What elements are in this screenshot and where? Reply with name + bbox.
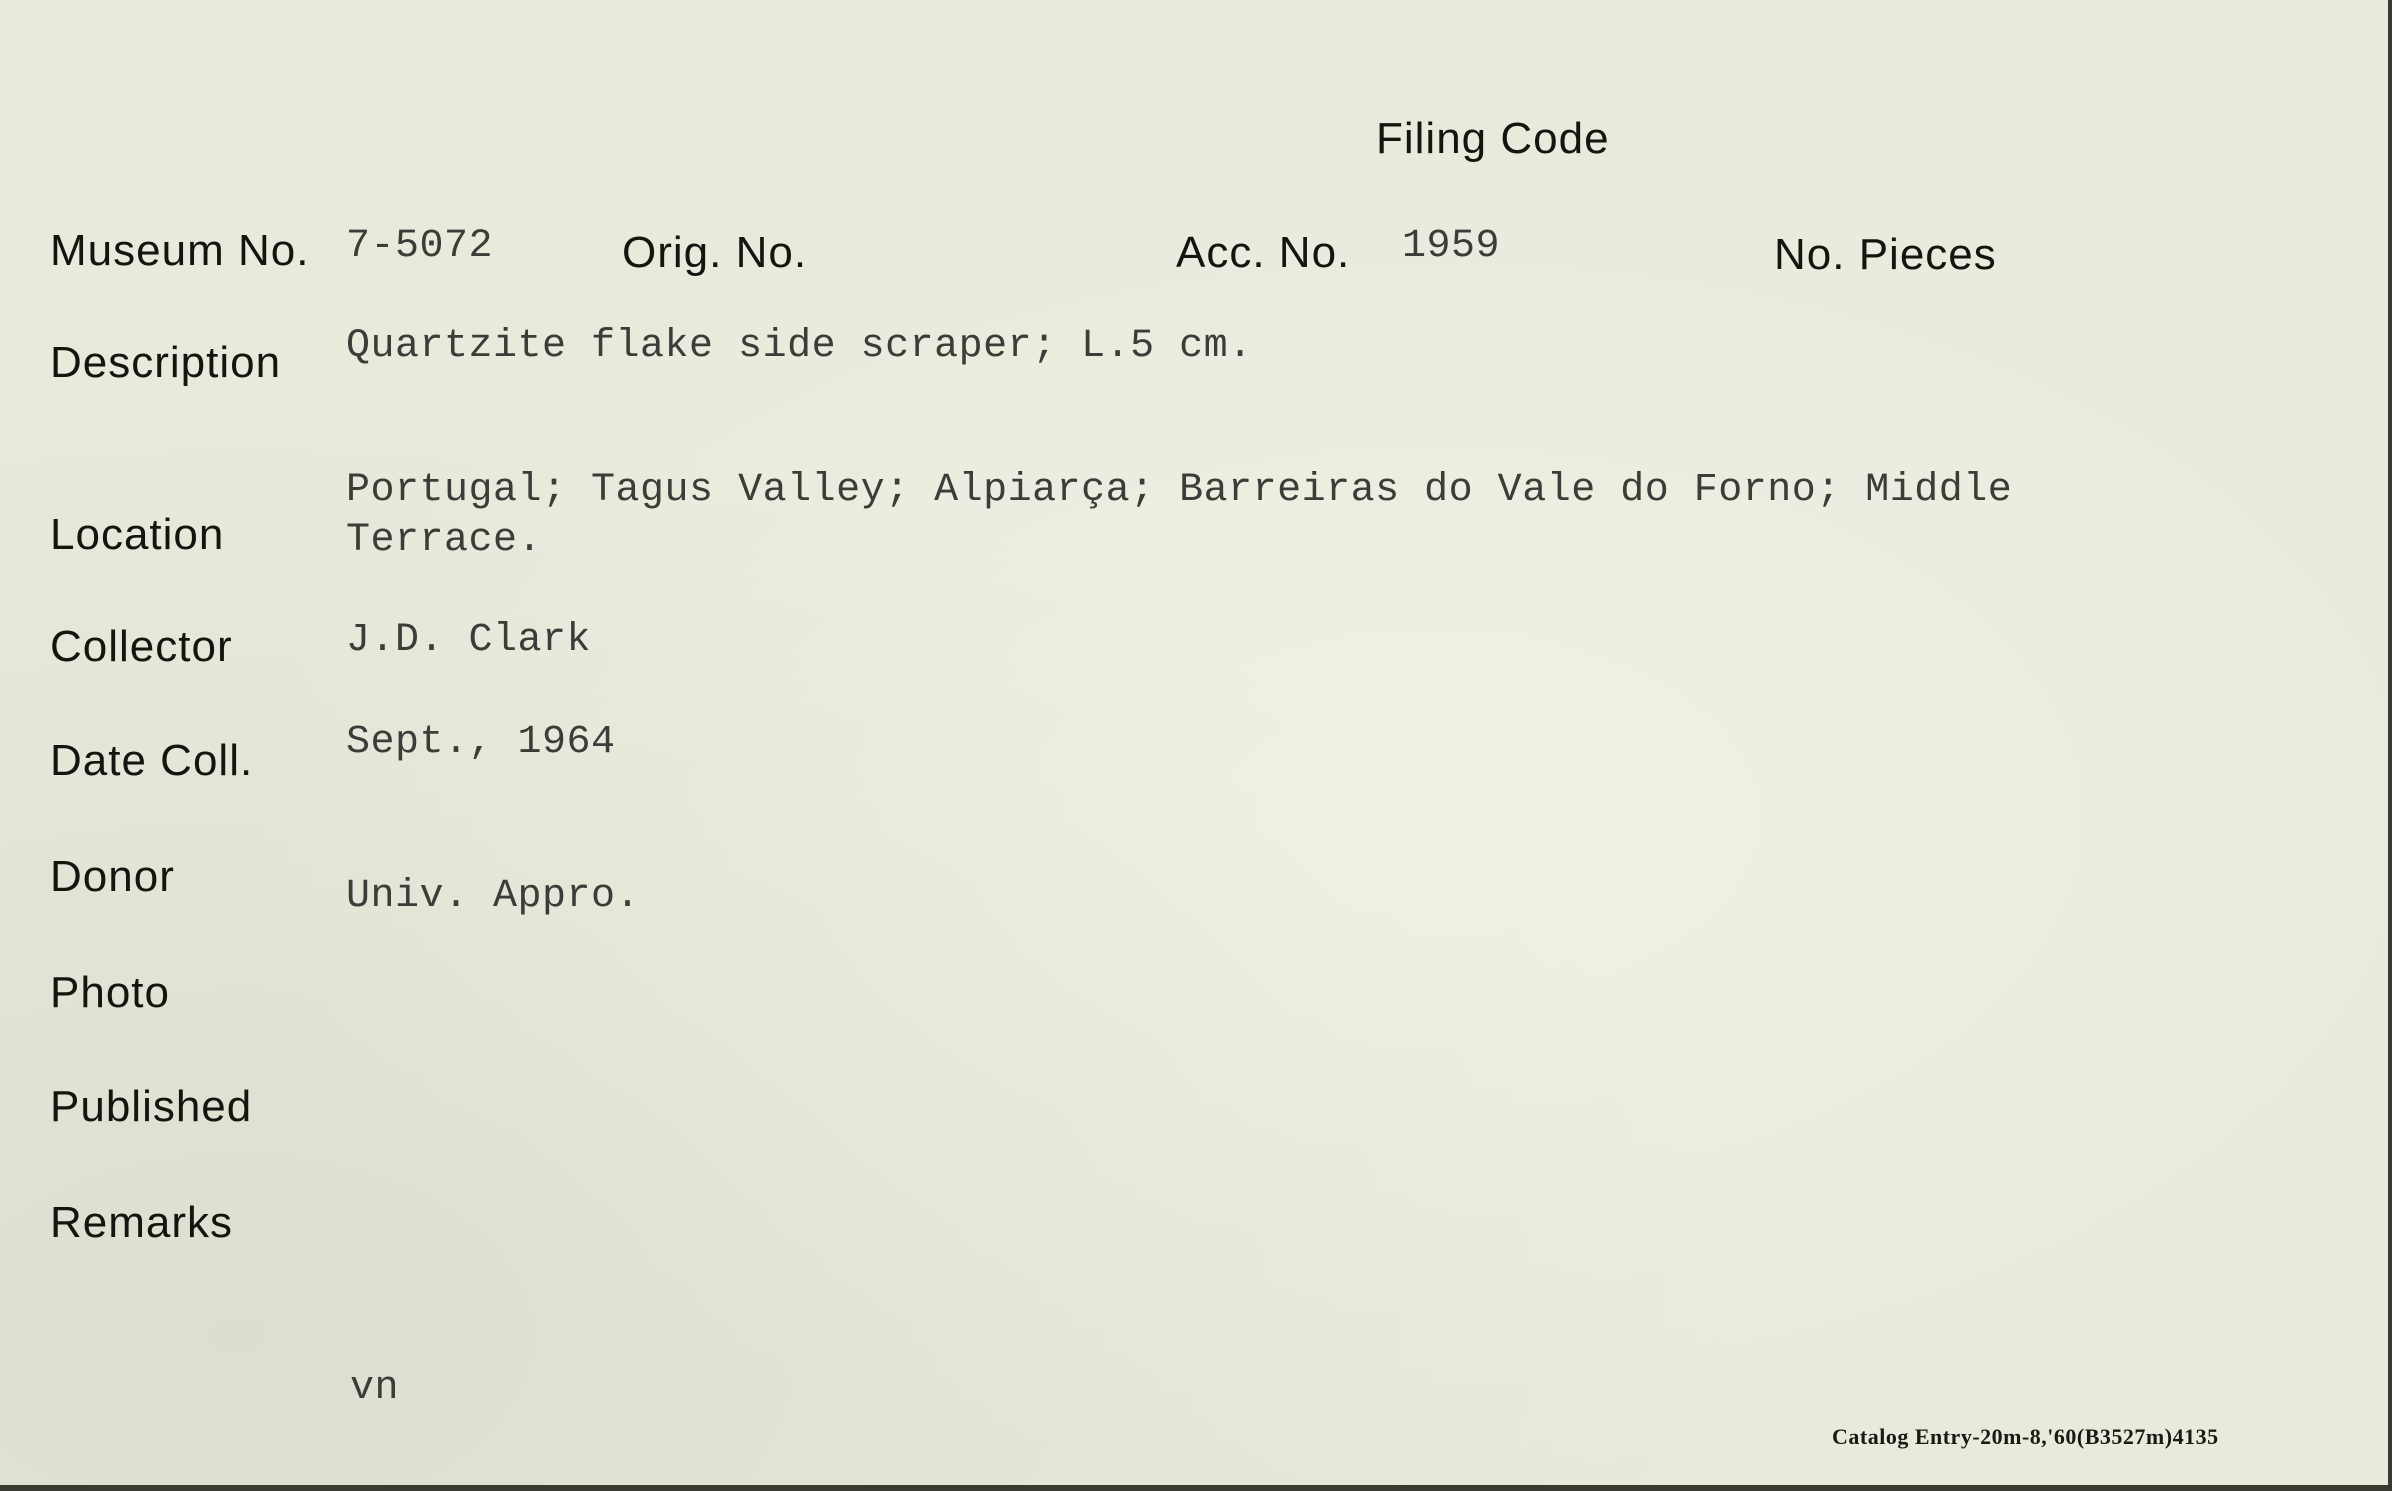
location-value-line1: Portugal; Tagus Valley; Alpiarça; Barreiras do Vale do Forno; Middle — [346, 468, 2013, 513]
collector-value: J.D. Clark — [346, 618, 592, 663]
donor-label: Donor — [50, 852, 175, 901]
no-pieces-label: No. Pieces — [1774, 230, 1997, 279]
location-label: Location — [50, 510, 225, 559]
footer-imprint: Catalog Entry-20m-8,'60(B3527m)4135 — [1832, 1424, 2219, 1449]
location-value-line2: Terrace. — [346, 518, 543, 563]
museum-no-label: Museum No. — [50, 226, 310, 275]
date-coll-label: Date Coll. — [50, 736, 254, 785]
description-label: Description — [50, 338, 282, 387]
photo-label: Photo — [50, 968, 170, 1017]
orig-no-label: Orig. No. — [622, 228, 808, 277]
museum-no-value: 7-5072 — [346, 224, 494, 269]
acc-no-label: Acc. No. — [1176, 228, 1351, 277]
description-value: Quartzite flake side scraper; L.5 cm. — [346, 324, 1253, 369]
filing-code-label: Filing Code — [1376, 114, 1610, 163]
remarks-label: Remarks — [50, 1198, 234, 1247]
published-label: Published — [50, 1082, 253, 1131]
date-coll-value: Sept., 1964 — [346, 720, 616, 765]
donor-value: Univ. Appro. — [346, 874, 641, 919]
initials: vn — [350, 1366, 400, 1411]
collector-label: Collector — [50, 622, 233, 671]
acc-no-value: 1959 — [1402, 224, 1501, 269]
